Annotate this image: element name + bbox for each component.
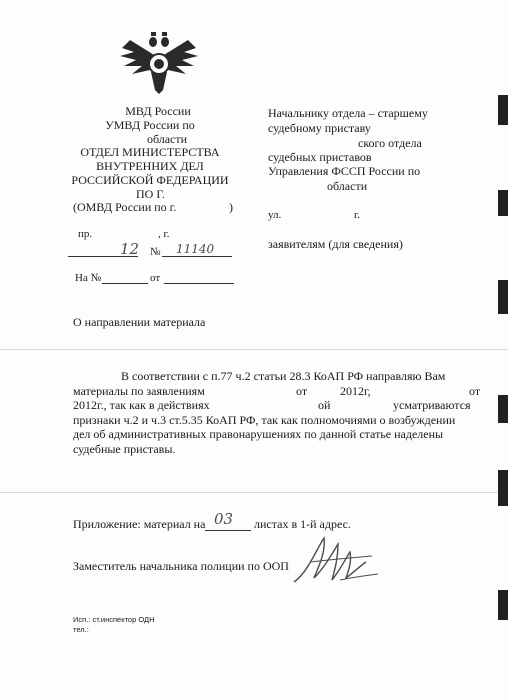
- number-label: №: [150, 246, 161, 258]
- recipient-city: г.: [354, 209, 361, 221]
- recipient-street: ул.: [268, 209, 282, 221]
- sender-line: УМВД России по: [105, 118, 195, 132]
- scan-edge-mark: [498, 590, 508, 620]
- body-line: ой: [318, 398, 331, 412]
- scan-edge-mark: [498, 95, 508, 125]
- scan-edge-mark: [498, 470, 508, 506]
- copy-to: заявителям (для сведения): [268, 237, 403, 251]
- recipient-line: Начальнику отдела – старшему: [268, 106, 428, 120]
- body-line: судебные приставы.: [73, 442, 176, 456]
- signature: [288, 532, 384, 590]
- sender-address-prefix: пр.: [78, 228, 93, 240]
- recipient-line: ского отдела: [358, 136, 422, 150]
- body-line: от: [296, 384, 308, 398]
- ref-number-line: [102, 283, 148, 284]
- ref-label: На №: [75, 272, 102, 284]
- sender-line: (ОМВД России по г.: [73, 200, 177, 214]
- ref-date-line: [164, 283, 234, 284]
- body-line: материалы по заявлениям: [73, 384, 205, 398]
- body-line: В соответствии с п.77 ч.2 статьи 28.3 КоАП РФ направляю Вам: [121, 369, 446, 383]
- executor: Исп.: ст.инспектор ОДН: [73, 615, 155, 624]
- sender-line: ОТДЕЛ МИНИСТЕРСТВА: [80, 145, 220, 159]
- body-line: от: [469, 384, 481, 398]
- sender-line: РОССИЙСКОЙ ФЕДЕРАЦИИ: [71, 173, 229, 187]
- sheets-handwritten: 03: [214, 510, 234, 528]
- sender-line: ПО Г.: [136, 187, 165, 201]
- fold-line: [0, 349, 508, 350]
- body-line: признаки ч.2 и ч.3 ст.5.35 КоАП РФ, так как полномочиями о возбуждении: [73, 413, 456, 427]
- phone: тел.:: [73, 625, 89, 634]
- body-line: 2012г,: [340, 384, 371, 398]
- recipient-line: судебных приставов: [268, 150, 372, 164]
- sender-line: МВД России: [125, 104, 191, 118]
- subject: О направлении материала: [73, 315, 206, 329]
- scan-edge-mark: [498, 190, 508, 216]
- recipient-line: судебному приставу: [268, 121, 371, 135]
- scan-edge-mark: [498, 280, 508, 314]
- fold-line: [0, 492, 508, 493]
- number-handwritten: 11140: [176, 242, 215, 256]
- number-line: [162, 256, 232, 257]
- sender-line: ВНУТРЕННИХ ДЕЛ: [96, 159, 204, 173]
- sender-address-city: , г.: [158, 228, 170, 240]
- body-line: усматриваются: [393, 398, 471, 412]
- recipient-line: Управления ФССП России по: [268, 164, 421, 178]
- attachment-prefix: Приложение: материал на: [73, 517, 206, 531]
- recipient-line: области: [327, 179, 368, 193]
- body-line: 2012г., так как в действиях: [73, 398, 210, 412]
- signatory-title: Заместитель начальника полиции по ООП: [73, 559, 289, 573]
- body-line: дел об административных правонарушениях по данной статье наделены: [73, 427, 444, 441]
- date-handwritten: 12: [120, 240, 140, 258]
- attachment-suffix: листах в 1-й адрес.: [254, 517, 351, 531]
- mvd-emblem: [118, 28, 200, 96]
- ref-from: от: [150, 272, 161, 284]
- scan-edge-mark: [498, 395, 508, 423]
- sender-line: области: [146, 132, 188, 146]
- sender-line: ): [229, 200, 233, 214]
- sheets-line: [205, 530, 251, 531]
